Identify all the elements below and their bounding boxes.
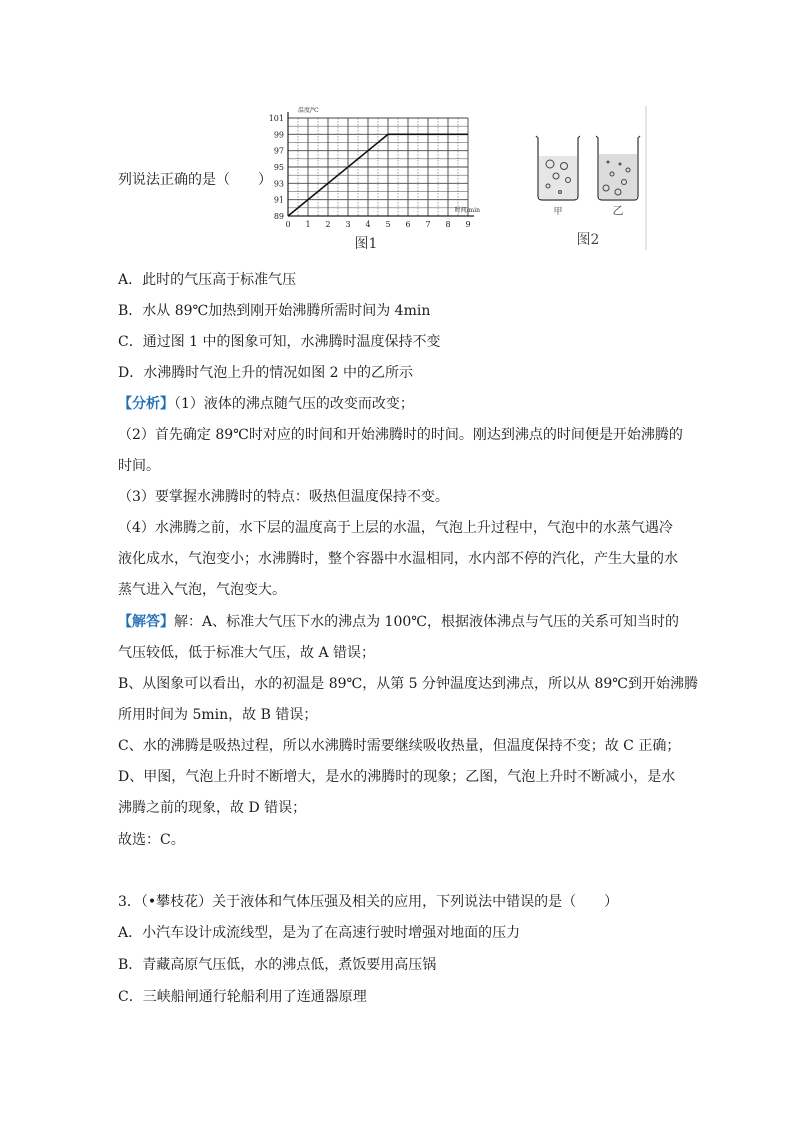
- answer-choice: 故选：C。: [118, 832, 185, 848]
- option-d: D．水沸腾时气泡上升的情况如图 2 中的乙所示: [118, 365, 414, 381]
- y-tick-label: 101: [268, 114, 284, 123]
- option-a: A．此时的气压高于标准气压: [118, 272, 297, 288]
- question-3-option-a: A．小汽车设计成流线型，是为了在高速行驶时增强对地面的压力: [118, 925, 521, 941]
- y-tick-label: 93: [273, 179, 284, 189]
- answer-d1: D、甲图，气泡上升时不断增大，是水的沸腾时的现象；乙图，气泡上升时不断减小，是水: [118, 769, 676, 785]
- x-tick-label: 5: [385, 220, 391, 229]
- analysis-tag: 【分析】: [118, 396, 174, 412]
- analysis-p2a: （2）首先确定 89℃时对应的时间和开始沸腾时的时间。刚达到沸点的时间便是开始沸腾的: [118, 427, 683, 443]
- beaker-jia: [536, 136, 580, 200]
- x-tick-label: 1: [305, 220, 311, 229]
- analysis-p4c: 蒸气进入气泡，气泡变大。: [118, 582, 286, 598]
- beaker-yi: [596, 136, 640, 200]
- y-tick-label: 89: [273, 212, 284, 221]
- analysis-line-1: [118, 394, 414, 414]
- question-stem-tail: 列说法正确的是（ ）: [118, 172, 272, 188]
- x-tick-label: 3: [345, 220, 351, 229]
- y-tick-label: 99: [273, 130, 284, 140]
- x-tick-label: 4: [365, 220, 371, 229]
- question-3-stem: 3．（•攀枝花）关于液体和气体压强及相关的应用，下列说法中错误的是（ ）: [118, 894, 619, 910]
- x-axis-unit: 时间/min: [454, 207, 480, 214]
- answer-line-1: [118, 612, 679, 632]
- x-tick-label: 0: [285, 220, 291, 229]
- figure-1-chart: [258, 104, 480, 254]
- answer-c1: C、水的沸腾是吸热过程，所以水沸腾时需要继续吸收热量，但温度保持不变；故 C 正确；: [118, 738, 681, 754]
- answer-tag: 【解答】: [118, 614, 174, 630]
- x-tick-label: 8: [445, 220, 451, 229]
- figure-1-caption: 图1: [354, 236, 378, 252]
- option-c: C．通过图 1 中的图象可知，水沸腾时温度保持不变: [118, 334, 441, 350]
- analysis-p1: （1）液体的沸点随气压的改变而改变；: [174, 396, 414, 412]
- answer-d2: 沸腾之前的现象，故 D 错误；: [118, 800, 307, 816]
- answer-b2: 所用时间为 5min，故 B 错误；: [118, 707, 318, 723]
- x-tick-label: 9: [465, 220, 471, 229]
- chart-grid: [288, 118, 468, 216]
- figure-2-caption: 图2: [576, 232, 600, 248]
- x-tick-label: 6: [405, 220, 411, 229]
- option-b: B．水从 89℃加热到刚开始沸腾所需时间为 4min: [118, 303, 431, 319]
- x-tick-label: 2: [325, 220, 331, 229]
- analysis-p4b: 液化成水，气泡变小；水沸腾时，整个容器中水温相同，水内部不停的汽化，产生大量的水: [118, 551, 678, 567]
- y-tick-label: 91: [273, 195, 284, 205]
- answer-a2: 气压较低，低于标准大气压，故 A 错误；: [118, 645, 376, 661]
- y-tick-label: 95: [273, 163, 284, 172]
- question-3-option-c: C．三峡船闸通行轮船利用了连通器原理: [118, 989, 367, 1005]
- figure-2-beakers: [528, 104, 648, 254]
- analysis-p2b: 时间。: [118, 458, 160, 474]
- x-tick-label: 7: [425, 220, 431, 229]
- y-axis-unit: 温度/℃: [298, 107, 319, 114]
- beaker-label-yi: 乙: [612, 204, 624, 217]
- answer-a1: 解：A、标准大气压下水的沸点为 100℃，根据液体沸点与气压的关系可知当时的: [174, 614, 679, 630]
- analysis-p3: （3）要掌握水沸腾时的特点：吸热但温度保持不变。: [118, 489, 449, 505]
- answer-b1: B、从图象可以看出，水的初温是 89℃，从第 5 分钟温度达到沸点，所以从 89℃到开始沸腾: [118, 676, 698, 692]
- question-3-option-b: B．青藏高原气压低，水的沸点低，煮饭要用高压锅: [118, 957, 437, 973]
- y-tick-label: 97: [273, 146, 284, 156]
- analysis-p4a: （4）水沸腾之前，水下层的温度高于上层的水温，气泡上升过程中，气泡中的水蒸气遇冷: [118, 520, 673, 536]
- beaker-label-jia: 甲: [553, 207, 563, 217]
